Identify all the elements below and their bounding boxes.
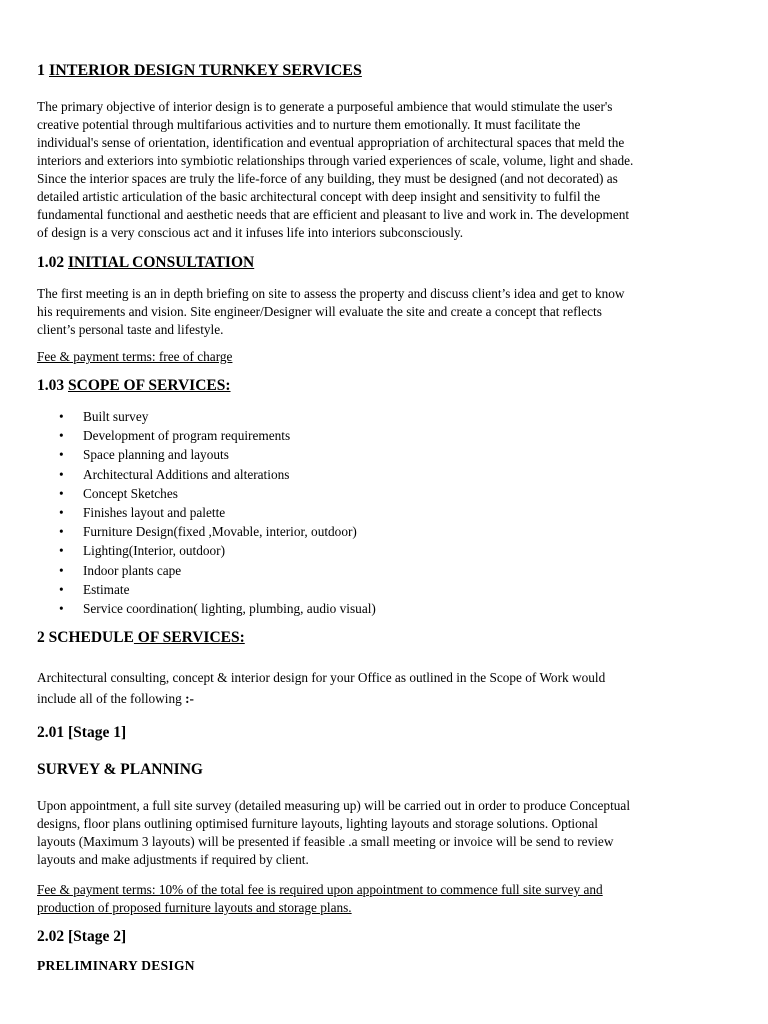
section-1-03-number: 1.03 <box>37 377 68 394</box>
bullet-icon: • <box>59 447 64 463</box>
section-2-number: 2 SCHEDULE <box>37 629 134 646</box>
fee-terms-line: Fee & payment terms: 10% of the total fee is required upon appointment to commence full site survey and <box>37 882 603 897</box>
list-item <box>37 580 376 599</box>
paragraph-line: layouts and make adjustments if required by client. <box>37 852 309 867</box>
list-item <box>37 445 376 464</box>
bullet-icon: • <box>59 428 64 444</box>
section-1-02-heading <box>37 254 254 272</box>
bullet-icon: • <box>59 466 64 482</box>
list-item-label: Finishes layout and palette <box>83 505 226 521</box>
list-item-label: Indoor plants cape <box>83 562 182 578</box>
scope-of-services-list <box>37 407 376 618</box>
list-item-label: Lighting(Interior, outdoor) <box>83 543 226 559</box>
list-item <box>37 541 376 560</box>
paragraph-line: layouts (Maximum 3 layouts) will be presented if feasible .a small meeting or invoice will be send to review <box>37 834 614 849</box>
list-item <box>37 503 376 522</box>
paragraph-line: detailed artistic articulation of the basic architectural concept with deep insight and sensitivity to fulfil the <box>37 189 601 204</box>
paragraph-line: of design is a very conscious act and it infuses life into interiors subconsciously. <box>37 225 464 240</box>
list-item-label: Architectural Additions and alterations <box>83 466 290 482</box>
section-1-paragraph <box>37 98 737 242</box>
section-2-title: OF SERVICES: <box>133 629 245 646</box>
section-1-03-heading <box>37 377 231 395</box>
stage-2-heading: 2.02 [Stage 2] <box>37 928 127 945</box>
list-item-label: Development of program requirements <box>83 428 291 444</box>
stage-1-paragraph <box>37 797 737 869</box>
list-item-label: Furniture Design(fixed ,Movable, interior, outdoor) <box>83 524 357 540</box>
bullet-icon: • <box>59 562 64 578</box>
list-item-label: Concept Sketches <box>83 485 178 501</box>
section-1-number: 1 <box>37 62 49 79</box>
stage-1-heading: 2.01 [Stage 1] <box>37 724 127 741</box>
fee-terms-text: Fee & payment terms: free of charge <box>37 349 233 364</box>
paragraph-line: creative potential through multifarious activities and to nurture them emotionally. It must facilitate the <box>37 117 581 132</box>
bullet-icon: • <box>59 524 64 540</box>
section-1-03-title: SCOPE OF SERVICES: <box>68 377 231 394</box>
section-1-02-number: 1.02 <box>37 254 68 271</box>
bullet-icon: • <box>59 581 64 597</box>
list-item <box>37 465 376 484</box>
bullet-icon: • <box>59 409 64 424</box>
list-item <box>37 561 376 580</box>
section-1-02-title: INITIAL CONSULTATION <box>68 254 255 271</box>
list-item <box>37 484 376 503</box>
stage-2-subheading: PRELIMINARY DESIGN <box>37 958 195 973</box>
section-2-heading <box>37 629 245 647</box>
section-2-paragraph <box>37 667 737 709</box>
list-item <box>37 599 376 618</box>
bullet-icon: • <box>59 601 64 617</box>
paragraph-line <box>37 688 737 709</box>
list-item <box>37 522 376 541</box>
paragraph-text: include all of the following <box>37 691 182 706</box>
list-item <box>37 407 376 426</box>
paragraph-line: Upon appointment, a full site survey (detailed measuring up) will be carried out in order to produce Conceptual <box>37 798 631 813</box>
paragraph-line: designs, floor plans outlining optimised furniture layouts, lighting layouts and storage solutions. Optional <box>37 816 599 831</box>
fee-terms-line: production of proposed furniture layouts and storage plans. <box>37 900 352 915</box>
paragraph-line: his requirements and vision. Site engineer/Designer will evaluate the site and create a concept that reflects <box>37 304 602 319</box>
section-1-02-paragraph <box>37 285 737 339</box>
paragraph-line: interiors and exteriors into symbiotic relationships through varied experiences of scale, volume, light and shade. <box>37 153 634 168</box>
paragraph-line: Architectural consulting, concept & interior design for your Office as outlined in the Scope of Work would <box>37 670 606 685</box>
list-item-label: Space planning and layouts <box>83 447 229 463</box>
list-item-label: Service coordination( lighting, plumbing, audio visual) <box>83 601 376 617</box>
list-item-label: Built survey <box>83 409 149 424</box>
section-1-heading <box>37 62 362 80</box>
bullet-icon: • <box>59 505 64 521</box>
paragraph-line: individual's sense of orientation, identification and eventual appropriation of architectural spaces that meld the <box>37 135 625 150</box>
section-1-title: INTERIOR DESIGN TURNKEY SERVICES <box>49 62 362 79</box>
paragraph-line: Since the interior spaces are truly the life-force of any building, they must be designed (and not decorated) as <box>37 171 618 186</box>
stage-1-fee <box>37 881 737 917</box>
stage-1-subheading: SURVEY & PLANNING <box>37 761 203 778</box>
paragraph-line: fundamental functional and aesthetic needs that are efficient and pleasant to live and work in. The development <box>37 207 630 222</box>
list-item-label: Estimate <box>83 581 130 597</box>
bullet-icon: • <box>59 485 64 501</box>
bullet-icon: • <box>59 543 64 559</box>
paragraph-line: The first meeting is an in depth briefing on site to assess the property and discuss client’s idea and get to know <box>37 286 625 301</box>
section-1-02-fee <box>37 348 737 366</box>
paragraph-line: The primary objective of interior design is to generate a purposeful ambience that would stimulate the user's <box>37 99 613 114</box>
list-item <box>37 426 376 445</box>
paragraph-line: client’s personal taste and lifestyle. <box>37 322 224 337</box>
paragraph-tail: :- <box>181 691 194 706</box>
